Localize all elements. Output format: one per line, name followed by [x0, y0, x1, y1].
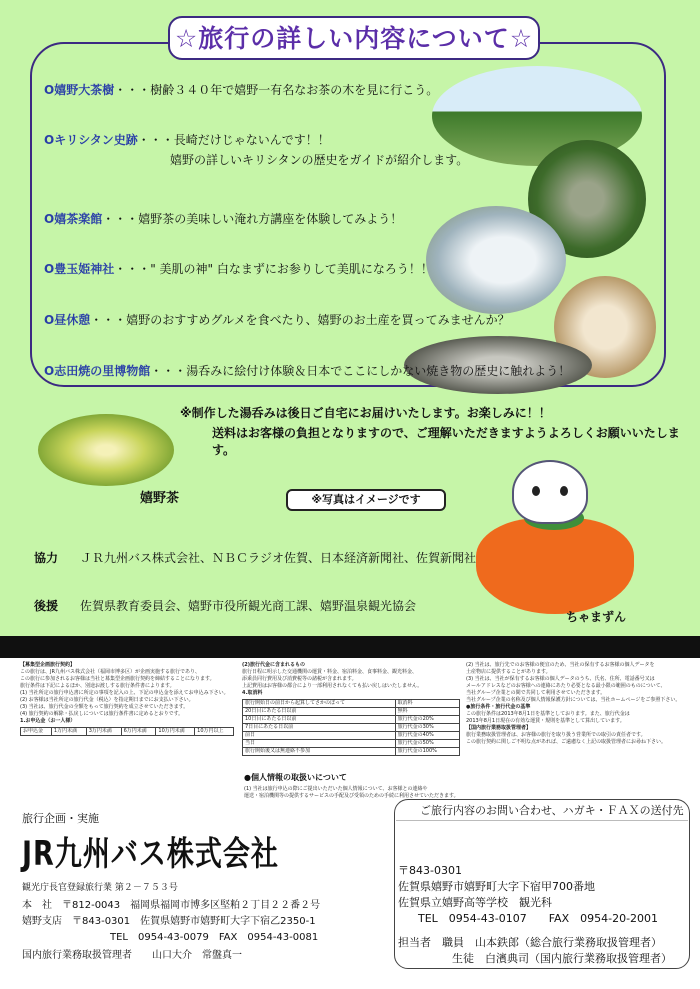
branch-address: 〒843-0301 佐賀県嬉野市嬉野町大字下宿乙2350-1: [72, 916, 316, 927]
divider-bar: [0, 636, 700, 658]
manager-label: 国内旅行業務取扱管理者: [22, 950, 132, 961]
item-name: Oキリシタン史跡: [44, 133, 138, 147]
item-desc: ・・・湯呑みに絵付け体験＆日本でここにしかない焼き物の歴史に触れよう！: [150, 364, 571, 378]
delivery-note: ※制作した湯呑みは後日ご自宅にお届けいたします。お楽しみに！！: [180, 406, 551, 420]
page-title: ☆旅行の詳しい内容について☆: [174, 24, 534, 53]
item-kichakukan: [44, 209, 402, 229]
contact-label: 担当者: [398, 936, 431, 949]
mascot-teapot: [476, 518, 634, 614]
photo-disclaimer: ※写真はイメージです: [286, 489, 446, 511]
inquiry-student-row: [452, 950, 672, 966]
branch-fax: FAX 0954-43-0081: [218, 932, 319, 943]
inquiry-contact-row: [418, 910, 658, 926]
catfish-statue-photo: [426, 206, 566, 314]
inquiry-divider: [396, 820, 688, 821]
branch-label: 嬉野支店: [22, 916, 62, 927]
cooperation-label: 協力: [34, 551, 59, 565]
item-tea-tree: [44, 80, 438, 100]
mascot-eye: [560, 486, 568, 496]
item-name: O豊玉姫神社: [44, 262, 115, 276]
item-desc: ・・・樹齢３４０年で嬉野一有名なお茶の木を見に行こう。: [114, 83, 439, 97]
item-kirishitan: [44, 130, 468, 170]
item-shida-museum: [44, 361, 570, 381]
item-desc: ・・・長崎だけじゃないんです！！: [137, 133, 330, 147]
inquiry-tel: TEL 0954-43-0107: [418, 912, 527, 925]
cooperation-text: ＪＲ九州バス株式会社、ＮＢＣラジオ佐賀、日本経済新聞社、佐賀新聞社: [80, 551, 477, 565]
inquiry-staff-row: [398, 934, 662, 950]
item-lunch-break: [44, 310, 510, 330]
cancellation-fee-table: 旅行開始日の前日から起算してさかのぼって 取消料 20日目にあたる日以前 無料 10日目にあたる日以前 旅行代金の20% 7日目にあたる日以前 旅行代金の30% 前日 旅行代金の40% 当日 旅行代金の50% 旅行開始後又は無連絡不参加 旅行代金の100%: [242, 699, 460, 756]
branch-row: [22, 912, 316, 927]
plan-label: 旅行企画・実施: [22, 812, 99, 825]
hq-address: 〒812-0043 福岡県福岡市博多区堅粕２丁目２２番２号: [62, 900, 321, 911]
mascot-catfish-head: [512, 460, 588, 524]
inquiry-fax: FAX 0954-20-2001: [548, 912, 659, 925]
student-role: 生徒: [452, 952, 474, 965]
item-desc: ・・・" 美肌の神" 白なまずにお参りして美肌になろう！！: [114, 262, 433, 276]
support-label: 後援: [34, 599, 59, 613]
tea-photo: [38, 414, 174, 486]
item-toyotama-shrine: [44, 259, 433, 279]
inquiry-title: ご旅行内容のお問い合わせ、ハガキ・ＦＡＸの送付先: [420, 804, 684, 817]
branch-contact-row: [110, 928, 318, 943]
manager-row: [22, 946, 242, 961]
mascot-label: ちゃまずん: [566, 610, 627, 624]
privacy-text: (1) 当社は旅行申込の際にご提出いただいた個人情報について、お客様との連絡や 運送・宿泊機関等の提供するサービスの手配及び受領のための手続に利用させていただきます。: [244, 786, 459, 799]
deposit-table: お申込金 1万円未満 3万円未満 6万円未満 10万円未満 10万円以上: [20, 727, 234, 736]
inquiry-address: 佐賀県嬉野市嬉野町大字下宿甲700番地: [398, 880, 595, 893]
staff-role: 職員: [442, 936, 464, 949]
item-desc-2: 嬉野の詳しいキリシタンの歴史をガイドが紹介します。: [170, 153, 469, 167]
item-desc: ・・・嬉野茶の美味しい淹れ方講座を体験してみよう！: [102, 212, 403, 226]
inquiry-school: 佐賀県立嬉野高等学校 観光科: [398, 896, 552, 909]
tea-label: 嬉野茶: [140, 491, 180, 506]
company-logo: JR九州バス株式会社: [22, 834, 279, 874]
privacy-heading: ●個人情報の取扱いについて: [244, 773, 347, 782]
terms-column-2: (2)旅行代金に含まれるもの 旅行日程に明示した交通機関の運賃・料金、宿泊料金、食事料金、観光料金、 添乗員同行費用及び消費税等の諸税が含まれます。 上記費用はお客様の都合により一部利用されなくても払い戻しはいたしません。 4.取消料 旅行開始日の前日から起算してさかのぼって 取消料 20日目にあたる日以前 無料 10日目にあたる日以前 旅行代金の20% 7日目にあたる日以前 旅行代金の30% 前日 旅行代金の40% 当日 旅行代金の50% 旅行開始後又は無連絡不参加 旅行代金の100%: [242, 662, 460, 756]
terms-column-3: (2) 当社は、旅行先でのお客様の便宜のため、当社の保有するお客様の個人データを 土産物店に提供することがあります。 (3) 当社は、当社が保有するお客様の個人データのうち、氏名、住所、電話番号又は メールアドレスなどのお客様への連絡にあたり必要となる最小限の範囲のものについて、 当社グループ企業との間で共同して利用させていただきます。 当社グループ企業の名称及び個人情報保護方針については、当社ホームページをご参照下さい。 ●旅行条件・旅行代金の基準 この旅行条件は2013年8月1日を基準としております。また、旅行代金は 2013年8月1日現在の有効な運賃・規則を基準として算出しています。 【国内旅行業務取扱管理者】 旅行業務取扱管理者は、お客様の旅行を取り扱う営業所での取引の責任者です。 この旅行契約に関しご不明な点があれば、ご遠慮なく上記の取扱管理者にお尋ね下さい。: [466, 662, 681, 745]
item-name: O志田焼の里博物館: [44, 364, 151, 378]
license-number: 観光庁長官登録旅行業 第２－７５３号: [22, 883, 178, 893]
item-name: O昼休憩: [44, 313, 91, 327]
title-box: [168, 16, 540, 60]
shipping-note: 送料はお客様の負担となりますので、ご理解いただきますようよろしくお願いいたします。: [212, 426, 680, 457]
terms-column-1: 【募集型企画旅行契約】 この旅行は、JR九州バス株式会社（福岡市博多区）が企画実施する旅行であり、 この旅行に参加されるお客様は当社と募集型企画旅行契約を締結することになります。 旅行条件は下記によるほか、別途お渡しする旅行条件書によります。 (1) 当社所定の旅行申込書に所定の事項を記入の上、下記の申込金を添えてお申込み下さい。 (2) お客様は当社所定の旅行代金（税込）を指定期日までにお支払い下さい。 (3) 当社は、旅行代金の全額をもって旅行契約を成立させていただきます。 (4) 旅行契約の解除・払戻しについては旅行条件書に定めるとおりです。 1.お申込金（お一人様） お申込金 1万円未満 3万円未満 6万円未満 10万円未満 10万円以上: [20, 662, 234, 736]
student-name: 白濱典司（国内旅行業務取扱管理者）: [485, 952, 672, 965]
branch-tel: TEL 0954-43-0079: [110, 932, 209, 943]
staff-name: 山本鉄郎（総合旅行業務取扱管理者）: [475, 936, 662, 949]
item-name: O嬉野大茶樹: [44, 83, 115, 97]
support-text: 佐賀県教育委員会、嬉野市役所観光商工課、嬉野温泉観光協会: [80, 599, 417, 613]
hq-label: 本 社: [22, 900, 52, 911]
inquiry-postal: 〒843-0301: [398, 864, 462, 877]
item-desc: ・・・嬉野のおすすめグルメを食べたり、嬉野のお土産を買ってみませんか？: [90, 313, 510, 327]
item-name: O嬉茶楽館: [44, 212, 103, 226]
hq-row: [22, 896, 320, 911]
mascot-eye: [532, 486, 540, 496]
manager-names: 山口大介 常盤真一: [152, 950, 242, 961]
